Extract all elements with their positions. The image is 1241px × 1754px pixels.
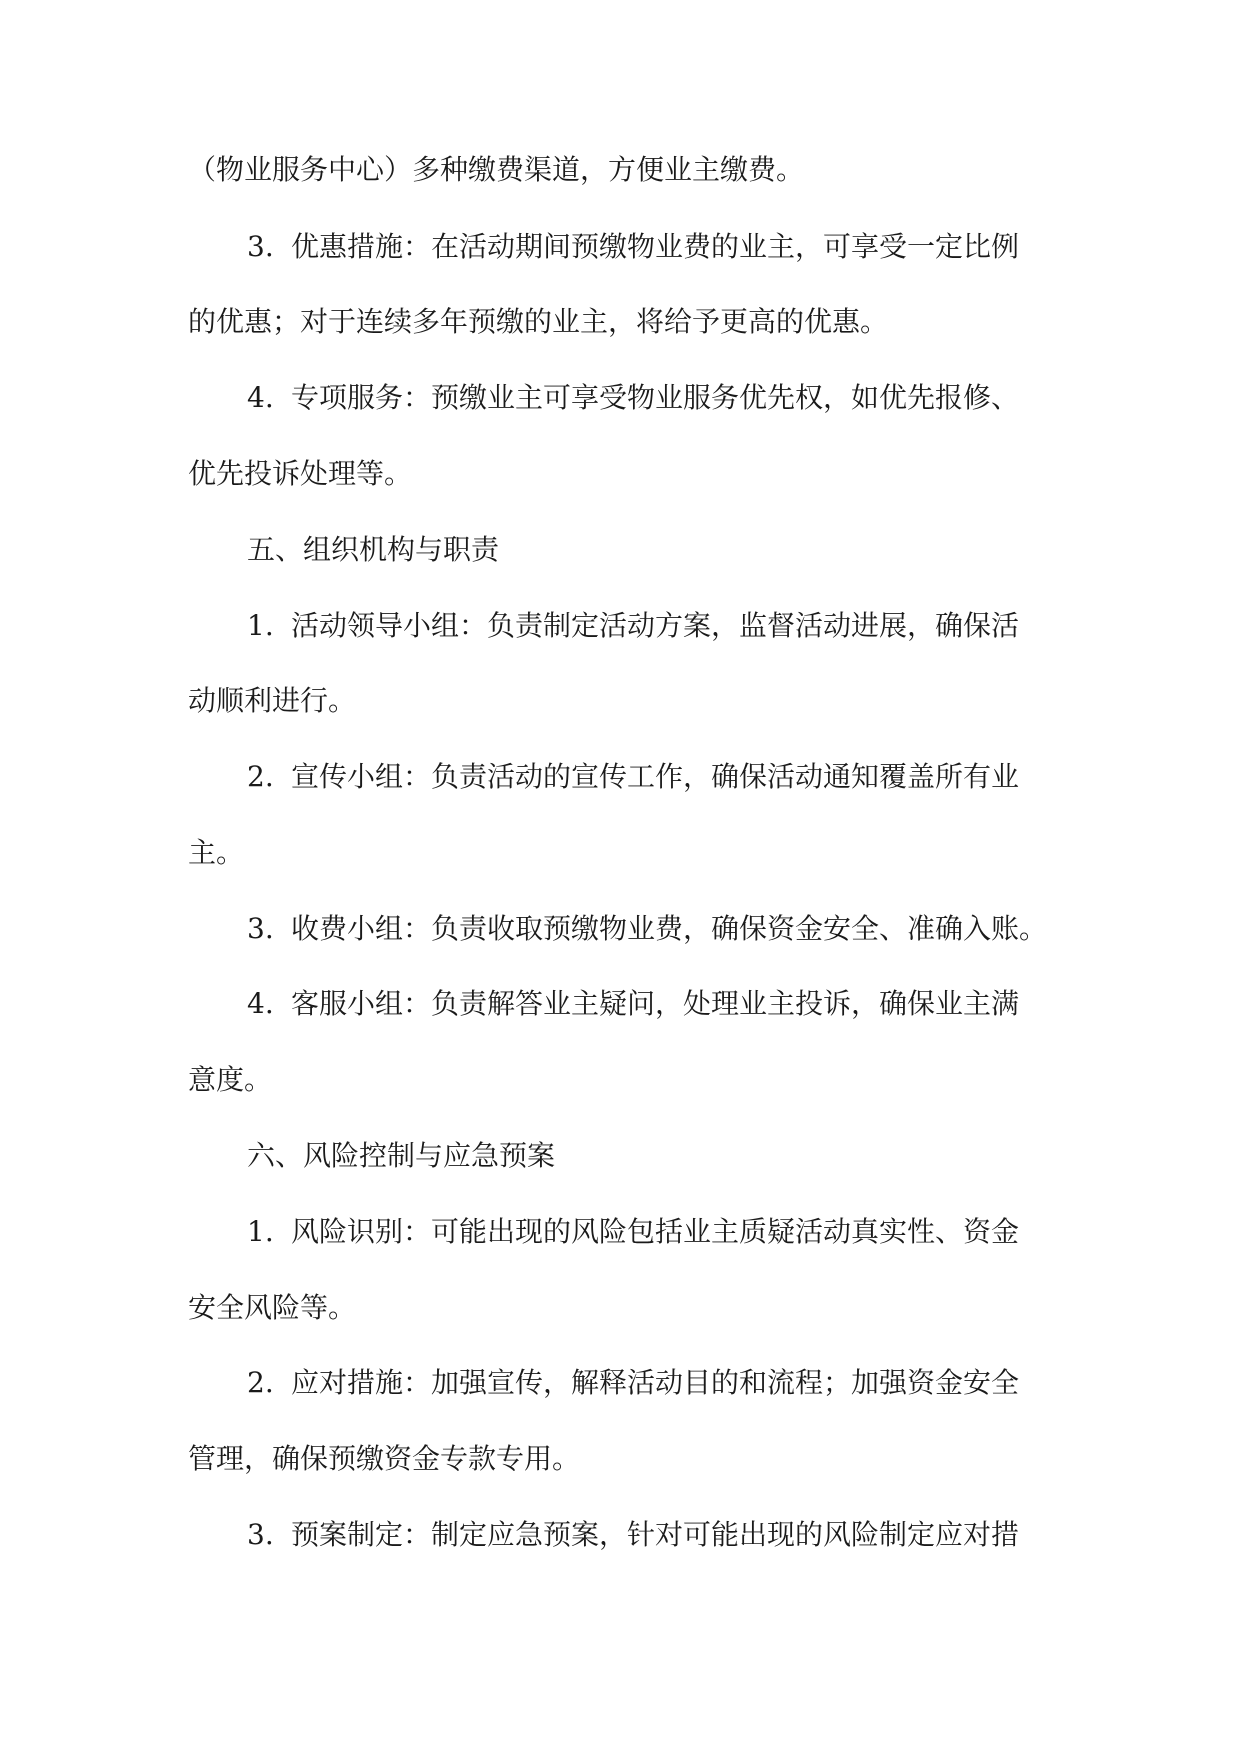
list-number: 4. bbox=[247, 987, 274, 1020]
list-item-text: 活动领导小组：负责制定活动方案，监督活动进展，确保活 bbox=[291, 609, 1020, 642]
text-line bbox=[188, 454, 412, 494]
list-item-text: 应对措施：加强宣传，解释活动目的和流程；加强资金安全 bbox=[291, 1366, 1020, 1399]
list-item-text: 风险识别：可能出现的风险包括业主质疑活动真实性、资金 bbox=[291, 1215, 1020, 1248]
list-item-text: 宣传小组：负责活动的宣传工作，确保活动通知覆盖所有业 bbox=[291, 760, 1020, 793]
list-number: 3. bbox=[247, 230, 274, 263]
list-item-text: 优惠措施：在活动期间预缴物业费的业主，可享受一定比例 bbox=[291, 230, 1020, 263]
text-line bbox=[188, 833, 244, 873]
list-item bbox=[247, 1515, 1019, 1555]
list-item bbox=[247, 984, 1019, 1024]
section-heading bbox=[247, 1136, 555, 1176]
line-text: 意度。 bbox=[188, 1063, 273, 1096]
list-item-text: 预案制定：制定应急预案，针对可能出现的风险制定应对措 bbox=[291, 1518, 1020, 1551]
list-number: 2. bbox=[247, 760, 274, 793]
line-text: 安全风险等。 bbox=[188, 1291, 357, 1324]
list-item bbox=[247, 227, 1019, 267]
list-item bbox=[247, 1212, 1019, 1252]
line-text: 的优惠；对于连续多年预缴的业主，将给予更高的优惠。 bbox=[188, 305, 889, 338]
line-text: 优先投诉处理等。 bbox=[188, 457, 413, 490]
text-line bbox=[188, 1439, 580, 1479]
list-item-text: 专项服务：预缴业主可享受物业服务优先权，如优先报修、 bbox=[291, 381, 1020, 414]
section-heading bbox=[247, 530, 499, 570]
text-line bbox=[188, 1288, 356, 1328]
list-item bbox=[247, 909, 1047, 949]
line-text: 主。 bbox=[188, 836, 245, 869]
list-number: 4. bbox=[247, 381, 274, 414]
list-number: 3. bbox=[247, 912, 274, 945]
text-line bbox=[188, 150, 804, 190]
line-text: 管理，确保预缴资金专款专用。 bbox=[188, 1442, 581, 1475]
list-item-text: 收费小组：负责收取预缴物业费，确保资金安全、准确入账。 bbox=[291, 912, 1048, 945]
list-item bbox=[247, 378, 1019, 418]
list-item-text: 客服小组：负责解答业主疑问，处理业主投诉，确保业主满 bbox=[291, 987, 1020, 1020]
text-line bbox=[188, 302, 888, 342]
list-number: 1. bbox=[247, 1215, 274, 1248]
list-item bbox=[247, 606, 1019, 646]
text-line bbox=[188, 1060, 272, 1100]
list-item bbox=[247, 1363, 1019, 1403]
list-number: 3. bbox=[247, 1518, 274, 1551]
list-item bbox=[247, 757, 1019, 797]
list-number: 2. bbox=[247, 1366, 274, 1399]
section-heading-text: 六、风险控制与应急预案 bbox=[247, 1139, 556, 1172]
line-text: （物业服务中心）多种缴费渠道，方便业主缴费。 bbox=[188, 153, 805, 186]
section-heading-text: 五、组织机构与职责 bbox=[247, 533, 500, 566]
list-number: 1. bbox=[247, 609, 274, 642]
text-line bbox=[188, 681, 356, 721]
line-text: 动顺利进行。 bbox=[188, 684, 357, 717]
